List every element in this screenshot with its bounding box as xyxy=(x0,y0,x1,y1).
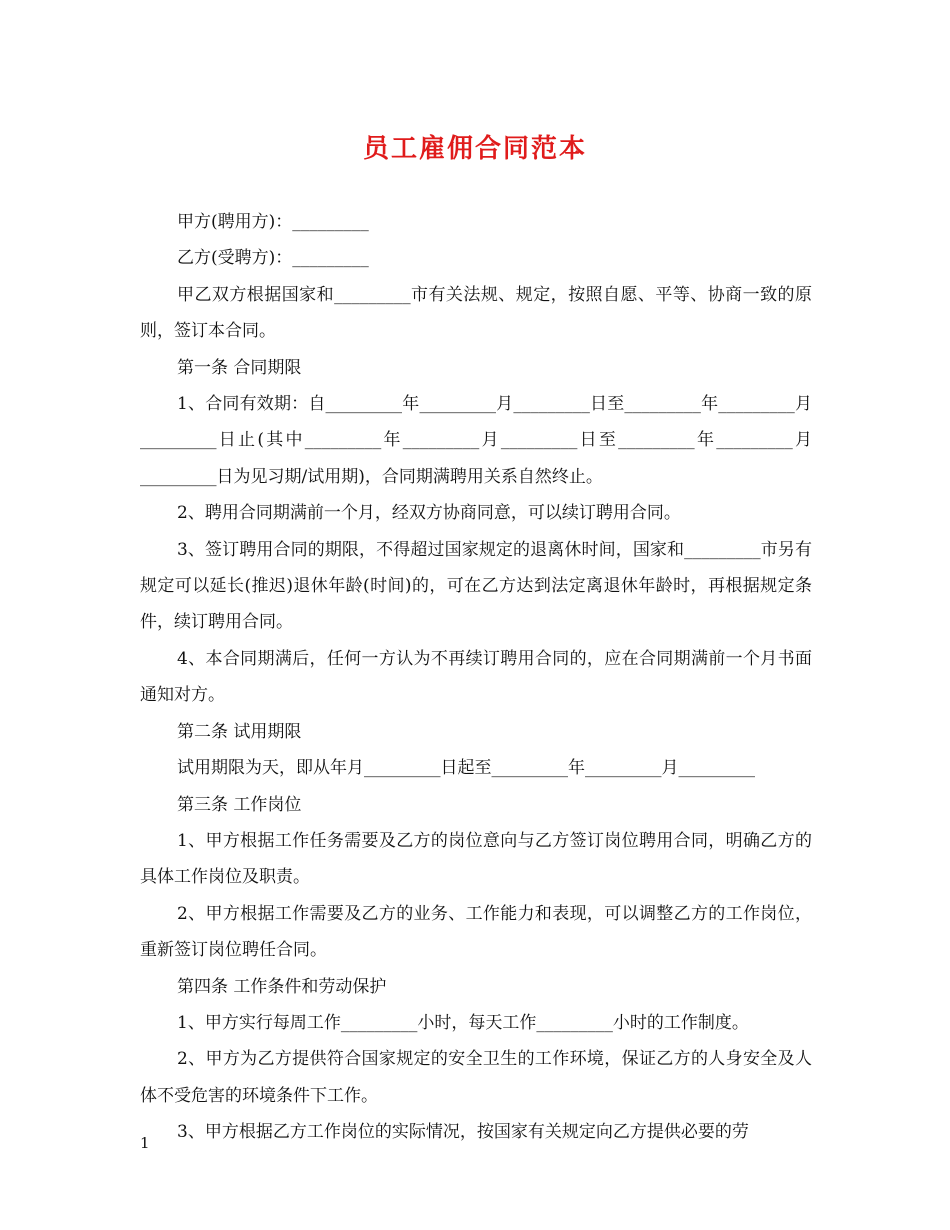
article-4-clause-3: 3、甲方根据乙方工作岗位的实际情况，按国家有关规定向乙方提供必要的劳 xyxy=(177,1122,749,1143)
article-3-clause-1: 1、甲方根据工作任务需要及乙方的岗位意向与乙方签订岗位聘用合同，明确乙方的具体工作岗位及职责。 xyxy=(140,830,812,888)
article-2-heading: 第二条 试用期限 xyxy=(177,721,302,742)
article-1-clause-2: 2、聘用合同期满前一个月，经双方协商同意，可以续订聘用合同。 xyxy=(177,503,681,524)
document-body xyxy=(140,204,812,1151)
party-b-line: 乙方(受聘方)：_________ xyxy=(177,248,369,269)
party-a-line: 甲方(聘用方)：_________ xyxy=(177,212,369,232)
document-title: 员工雇佣合同范本 xyxy=(362,134,587,164)
preamble-paragraph: 甲乙双方根据国家和_________市有关法规、规定，按照自愿、平等、协商一致的原则，签订本合同。 xyxy=(140,284,812,342)
article-4-heading: 第四条 工作条件和劳动保护 xyxy=(177,976,387,997)
article-1-clause-4: 4、本合同期满后，任何一方认为不再续订聘用合同的，应在合同期满前一个月书面通知对方。 xyxy=(140,648,812,706)
article-4-clause-2: 2、甲方为乙方提供符合国家规定的安全卫生的工作环境，保证乙方的人身安全及人体不受危害的环境条件下工作。 xyxy=(140,1049,812,1106)
article-1-clause-3: 3、签订聘用合同的期限，不得超过国家规定的退离休时间，国家和_________市另有规定可以延长(推迟)退休年龄(时间)的，可在乙方达到法定离退休年龄时，再根据规定条件，续订聘用合同。 xyxy=(140,539,812,633)
article-4-clause-1: 1、甲方实行每周工作_________小时，每天工作_________小时的工作制度。 xyxy=(177,1012,749,1033)
article-1-heading: 第一条 合同期限 xyxy=(177,357,302,378)
article-1-clause-1: 1、合同有效期：自_________年_________月_________日至_________年_________月_________日止(其中_________年_________月_________日至_________年_________月_________日为见习期/试用期)，合同期满聘用关系自然终止。 xyxy=(140,394,812,487)
article-3-clause-2: 2、甲方根据工作需要及乙方的业务、工作能力和表现，可以调整乙方的工作岗位，重新签订岗位聘任合同。 xyxy=(140,903,812,961)
article-3-heading: 第三条 工作岗位 xyxy=(177,794,302,815)
page-number: 1 xyxy=(140,1134,150,1152)
article-2-clause: 试用期限为天，即从年月_________日起至_________年_________月_________ xyxy=(177,758,755,779)
